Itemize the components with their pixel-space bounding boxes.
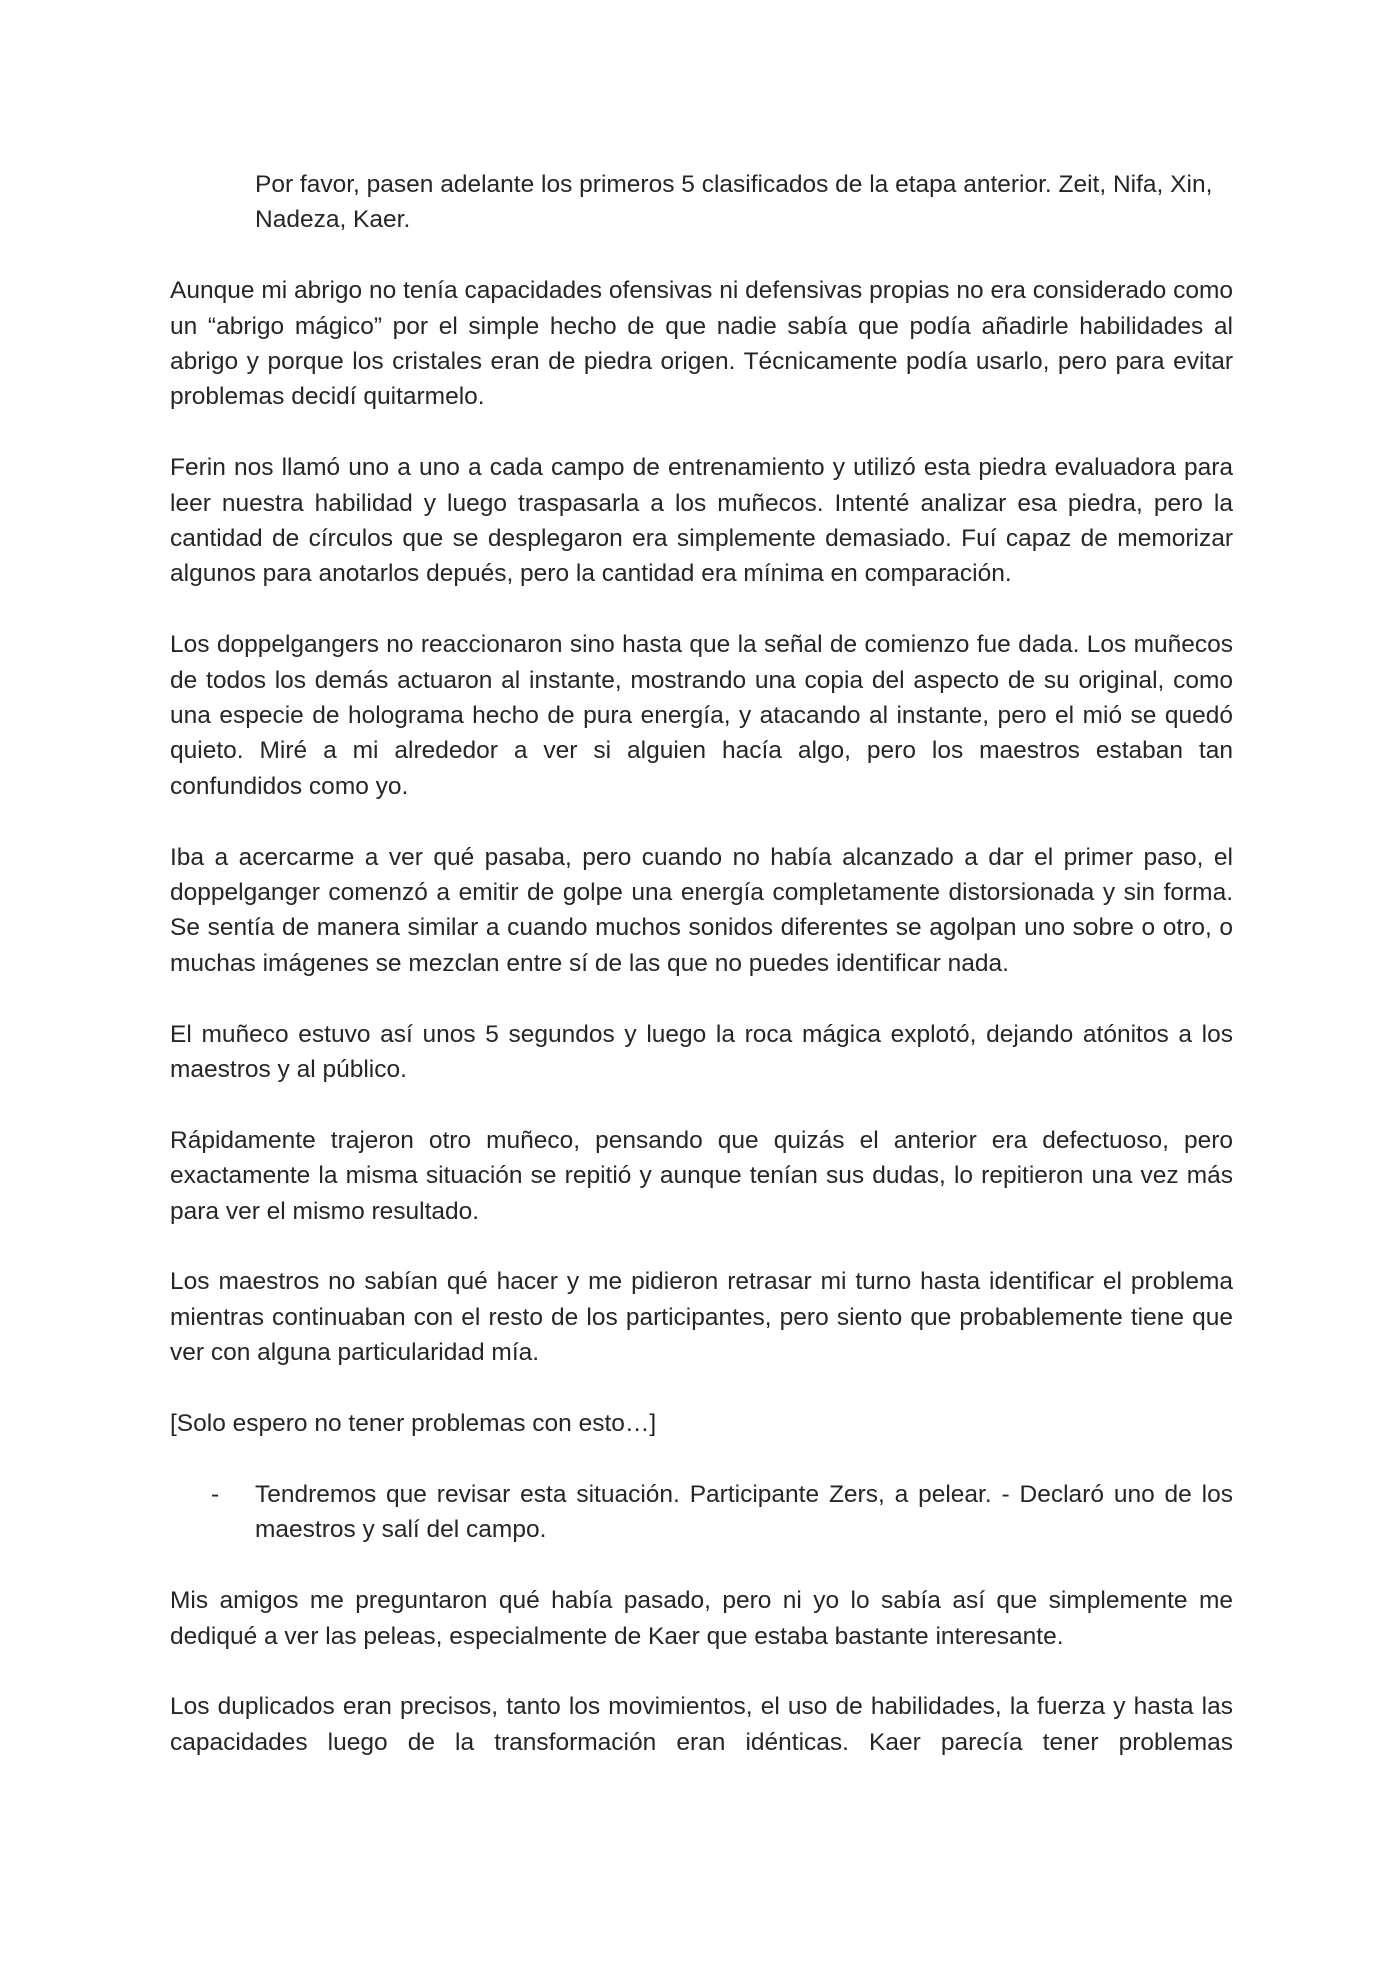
opening-dialogue-line: Por favor, pasen adelante los primeros 5 clasificados de la etapa anterior. Zeit, Nifa, Xin, Nadeza, Kaer.	[255, 171, 1213, 234]
paragraph-amigos: Mis amigos me preguntaron qué había pasado, pero ni yo lo sabía así que simplemente me dediqué a ver las peleas, especialmente de Kaer que estaba bastante interesante.	[170, 1587, 1233, 1650]
paragraph-ferin: Ferin nos llamó uno a uno a cada campo de entrenamiento y utilizó esta piedra evaluadora para leer nuestra habilidad y luego traspasarla a los muñecos. Intenté analizar esa piedra, pero la cantidad de círculos que se desplegaron era simplemente demasiado. Fuí capaz de memorizar algunos para anotarlos depués, pero la cantidad era mínima en comparación.	[170, 454, 1233, 588]
dialogue-bullet: -	[211, 1480, 220, 1508]
paragraph-acercarme: Iba a acercarme a ver qué pasaba, pero cuando no había alcanzado a dar el primer paso, el doppelganger comenzó a emitir de golpe una energía completamente distorsionada y sin forma. Se sentía de manera similar a cuando muchos sonidos diferentes se agolpan uno sobre o otro, o muchas imágenes se mezclan entre sí de las que no puedes identificar nada.	[170, 843, 1233, 977]
dialogue-item	[211, 1477, 1233, 1548]
paragraph-maestros: Los maestros no sabían qué hacer y me pidieron retrasar mi turno hasta identificar el problema mientras continuaban con el resto de los participantes, pero siento que probablemente tiene que ver con alguna particularidad mía.	[170, 1268, 1233, 1367]
dialogue-text: Tendremos que revisar esta situación. Participante Zers, a pelear. - Declaró uno de los maestros y salí del campo.	[255, 1480, 1233, 1544]
paragraph-thought: [Solo espero no tener problemas con esto…]	[170, 1410, 657, 1438]
paragraph-rapidamente: Rápidamente trajeron otro muñeco, pensando que quizás el anterior era defectuoso, pero exactamente la misma situación se repitió y aunque tenían sus dudas, lo repitieron una vez más para ver el mismo resultado.	[170, 1126, 1233, 1225]
paragraph-abrigo: Aunque mi abrigo no tenía capacidades ofensivas ni defensivas propias no era considerado como un “abrigo mágico” por el simple hecho de que nadie sabía que podía añadirle habilidades al abrigo y porque los cristales eran de piedra origen. Técnicamente podía usarlo, pero para evitar problemas decidí quitarmelo.	[170, 277, 1233, 411]
paragraph-doppelgangers: Los doppelgangers no reaccionaron sino hasta que la señal de comienzo fue dada. Los muñecos de todos los demás actuaron al instante, mostrando una copia del aspecto de su original, como una especie de holograma hecho de pura energía, y atacando al instante, pero el mió se quedó quieto. Miré a mi alrededor a ver si alguien hacía algo, pero los maestros estaban tan confundidos como yo.	[170, 631, 1233, 800]
document-body	[170, 167, 1233, 1796]
paragraph-duplicados: Los duplicados eran precisos, tanto los movimientos, el uso de habilidades, la fuerza y hasta las capacidades luego de la transformación eran idénticas. Kaer parecía tener problemas	[170, 1693, 1233, 1756]
paragraph-muneco: El muñeco estuvo así unos 5 segundos y luego la roca mágica explotó, dejando atónitos a los maestros y al público.	[170, 1020, 1233, 1084]
